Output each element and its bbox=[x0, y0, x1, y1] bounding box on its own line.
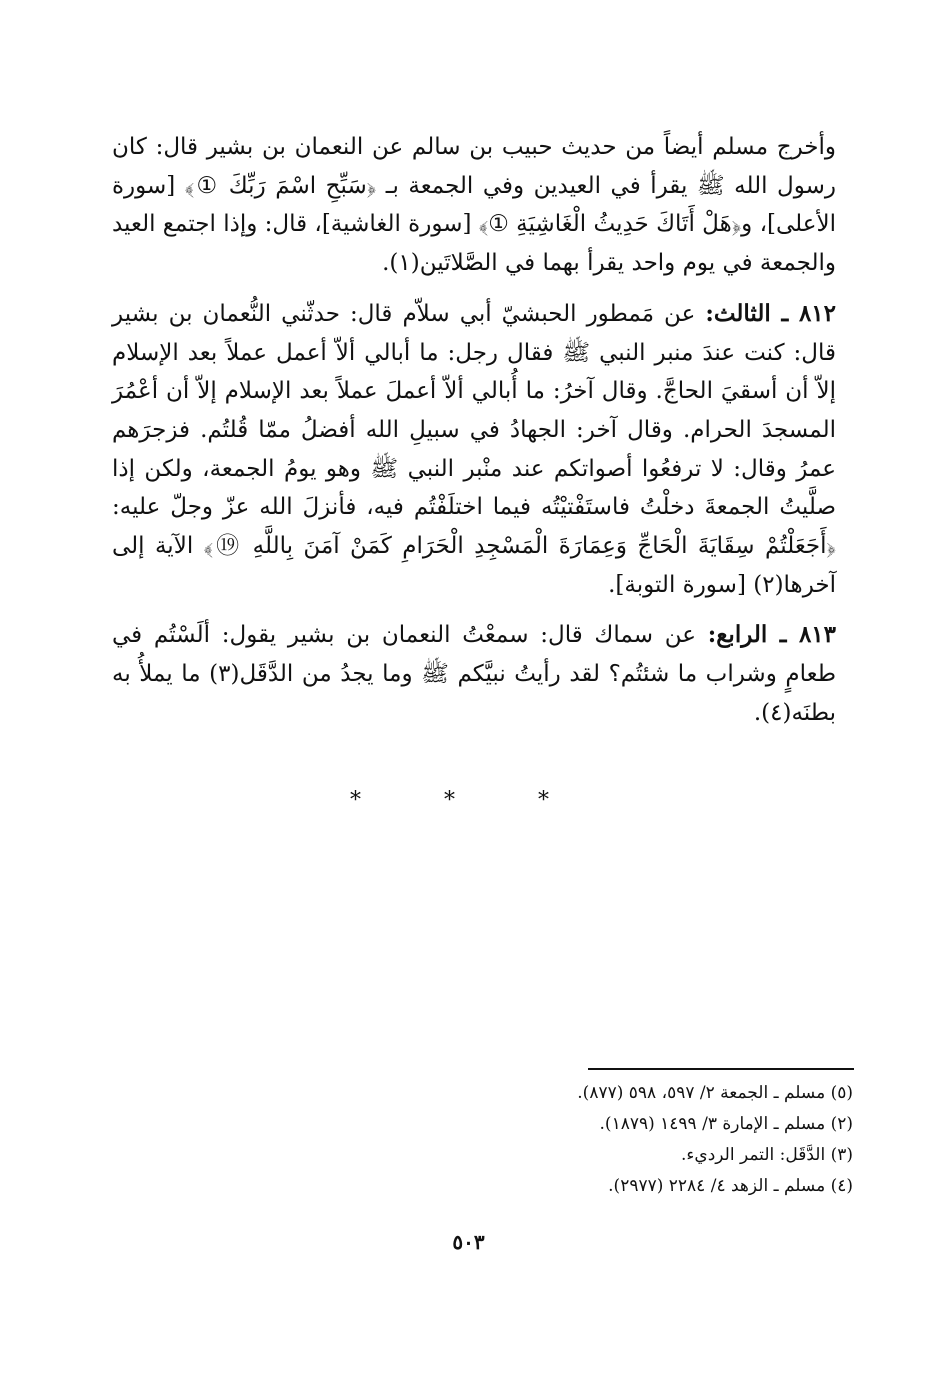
main-text bbox=[112, 128, 836, 745]
footnote-item: (٣) الدَّقَل: التمر الرديء. bbox=[681, 1145, 853, 1165]
paragraph-text: عن مَمطور الحبشيّ أبي سلاّم قال: حدثّني النُّعمان بن بشير قال: كنت عندَ منبر النبي ﷺ فقال رجل: ما أبالي ألاّ أعمل عملاً بعد الإسلام إلاّ أن أسقيَ الحاجَّ. وقال آخرُ: ما أُبالي ألاّ أعملَ عملاً بعد الإسلام إلاّ أن أعْمُرَ المسجدَ الحرام. وقال آخر: الجهادُ في سبيلِ الله أفضلُ ممّا قُلتُم. فزجرَهم عمرُ وقال: لا ترفعُوا أصواتكم عند منْبر النبي ﷺ وهو يومُ الجمعة، ولكن إذا صلَّيتُ الجمعةَ دخلْتُ فاستَفْتيْتُه فيما اختلَفْتُم فيه، فأنزلَ الله عزّ وجلّ عليه: ﴿أَجَعَلْتُمْ سِقَايَةَ الْحَاجِّ وَعِمَارَةَ الْمَسْجِدِ الْحَرَامِ كَمَنْ آمَنَ بِاللَّهِ ⑲﴾ الآية إلى آخرها(٢) [سورة التوبة]. bbox=[112, 300, 836, 598]
section-separator: * * * bbox=[350, 788, 587, 813]
paragraph-text: وأخرج مسلم أيضاً من حديث حبيب بن سالم عن النعمان بن بشير قال: كان رسول الله ﷺ يقرأ في العيدين وفي الجمعة بـ ﴿سَبِّحِ اسْمَ رَبِّكَ ①﴾ [سورة الأعلى]، و﴿هَلْ أَتَاكَ حَدِيثُ الْغَاشِيَةِ ①﴾ [سورة الغاشية]، قال: وإذا اجتمع العيد والجمعة في يوم واحد يقرأ بهما في الصَّلاتَين(١). bbox=[111, 134, 836, 277]
paragraph-812: ٨١٢ ـ الثالث: عن مَمطور الحبشيّ أبي سلاّم قال: حدثّني النُّعمان بن بشير قال: كنت عندَ منبر النبي ﷺ فقال رجل: ما أبالي ألاّ أعمل عملاً بعد الإسلام إلاّ أن أسقيَ الحاجَّ. وقال آخرُ: ما أُبالي ألاّ أعملَ عملاً بعد الإسلام إلاّ أن أعْمُرَ المسجدَ الحرام. وقال آخر: الجهادُ في سبيلِ الله أفضلُ ممّا قُلتُم. فزجرَهم عمرُ وقال: لا ترفعُوا أصواتكم عند منْبر النبي ﷺ وهو يومُ الجمعة، ولكن إذا صلَّيتُ الجمعةَ دخلْتُ فاستَفْتيْتُه فيما اختلَفْتُم فيه، فأنزلَ الله عزّ وجلّ عليه: ﴿أَجَعَلْتُمْ سِقَايَةَ الْحَاجِّ وَعِمَارَةَ الْمَسْجِدِ الْحَرَامِ كَمَنْ آمَنَ بِاللَّهِ ⑲﴾ الآية إلى آخرها(٢) [سورة التوبة]. bbox=[112, 299, 836, 598]
paragraph-intro bbox=[112, 128, 836, 283]
footnote-item: (٥) مسلم ـ الجمعة ٢/ ٥٩٧، ٥٩٨ (٨٧٧). bbox=[577, 1083, 853, 1103]
hadith-number: ٨١٢ bbox=[798, 299, 836, 327]
hadith-heading: الرابع: bbox=[707, 621, 768, 649]
paragraph-813: ٨١٣ ـ الرابع: عن سماك قال: سمعْتُ النعمان بن بشير يقول: ألَسْتُم في طعامٍ وشراب ما شئتُم؟ لقد رأيتُ نبيَّكم ﷺ وما يجدُ من الدَّقَل(٣) ما يملأُ به بطنَه(٤). bbox=[112, 621, 837, 726]
page-number: ٥٠٣ bbox=[452, 1230, 485, 1254]
hadith-number: ٨١٣ bbox=[798, 621, 837, 649]
footnotes bbox=[300, 1078, 853, 1202]
footnote-divider bbox=[588, 1068, 854, 1070]
footnote-item: (٢) مسلم ـ الإمارة ٣/ ١٤٩٩ (١٨٧٩). bbox=[599, 1114, 853, 1134]
hadith-heading: الثالث: bbox=[705, 299, 771, 327]
paragraph-text: عن سماك قال: سمعْتُ النعمان بن بشير يقول: ألَسْتُم في طعامٍ وشراب ما شئتُم؟ لقد رأيتُ نبيَّكم ﷺ وما يجدُ من الدَّقَل(٣) ما يملأُ به بطنَه(٤). bbox=[112, 622, 836, 726]
footnote-item: (٤) مسلم ـ الزهد ٤/ ٢٢٨٤ (٢٩٧٧). bbox=[608, 1176, 853, 1196]
